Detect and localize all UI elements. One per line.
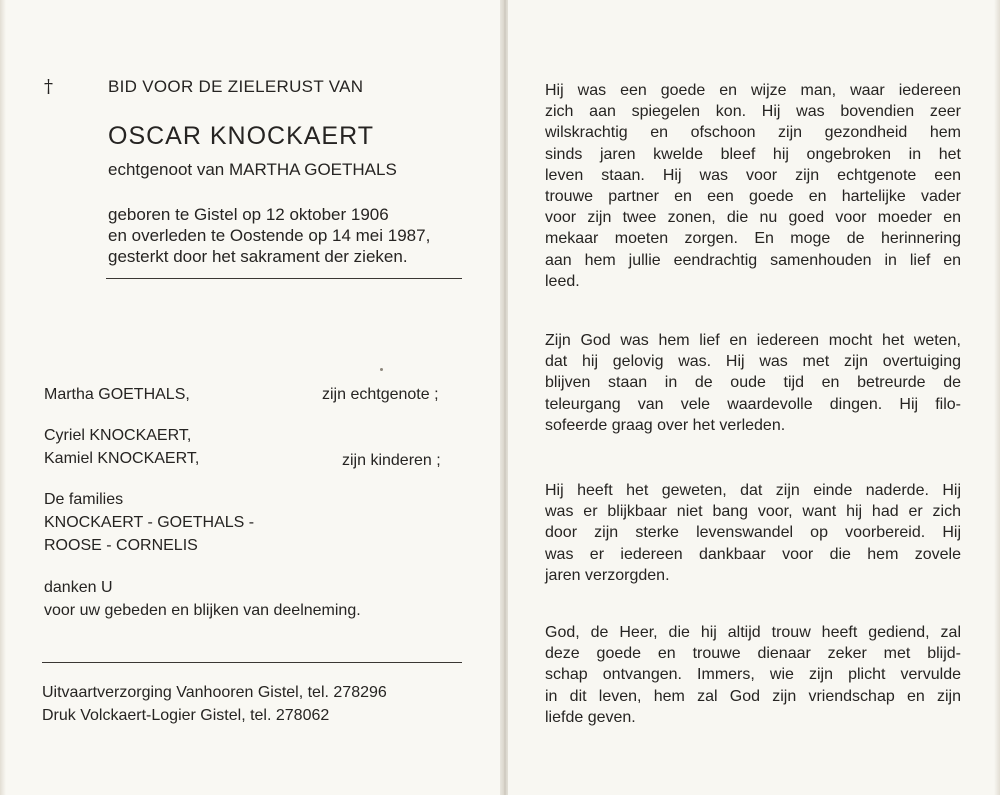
text-line: leed. [545,272,580,290]
divider-top [106,278,462,279]
tribute-paragraph [545,80,961,292]
text-line: mekaar moeten zorgen. En moge de herinnering [545,230,961,248]
text-line: jaren verzorgden. [545,566,670,584]
thanks-line: voor uw gebeden en blijken van deelneming. [44,602,361,619]
text-line: zich aan spiegelen kon. Hij was bovendien zeer [545,103,961,121]
families-label: De families [44,491,124,508]
tribute-paragraph [545,480,961,586]
wife-role: zijn echtgenote ; [322,386,439,403]
child-name: Cyriel KNOCKAERT, [44,427,192,444]
text-line: teleurgang van vele waardevolle dingen. Hij filo- [545,395,961,413]
text-line: God, de Heer, die hij altijd trouw heeft gediend, zal [545,624,961,641]
families-names: KNOCKAERT - GOETHALS - [44,514,255,531]
text-line: was er blijkbaar niet bang voor, want hij had er zich [545,503,961,521]
text-line: voor zijn twee zonen, die nu goed voor moeder en [545,209,961,227]
text-line: blijven staan in de oude tijd en betreurde de [545,374,961,392]
text-line: Hij heeft het geweten, dat zijn einde naderde. Hij [545,482,961,499]
printer-line: Druk Volckaert-Logier Gistel, tel. 278062 [42,707,330,724]
funeral-home-line: Uitvaartverzorging Vanhooren Gistel, tel. 278296 [42,684,387,701]
text-line: dat hij gelovig was. Hij was met zijn overtuiging [545,353,961,371]
text-line: Zijn God was hem lief en iedereen mocht het weten, [545,332,961,349]
text-line: deze goede en trouwe dienaar zeker met blijd- [545,645,961,663]
text-line: was er iedereen dankbaar voor die hem zovele [545,545,961,563]
text-line: Hij was een goede en wijze man, waar iedereen [545,82,961,99]
wife-name: Martha GOETHALS, [44,386,190,403]
prayer-heading: BID VOOR DE ZIELERUST VAN [108,77,364,96]
divider-bottom [42,662,462,663]
child-name: Kamiel KNOCKAERT, [44,450,200,467]
text-line: trouwe partner en een goede en hartelijke vader [545,188,961,206]
text-line: wilskrachtig en ofschoon zijn gezondheid hem [545,124,961,142]
children-role: zijn kinderen ; [342,452,441,469]
text-line: in dit leven, hem zal God zijn vriendschap en zijn [545,687,961,705]
families-names: ROOSE - CORNELIS [44,537,198,554]
text-line: door zijn sterke levenswandel op voorbereid. Hij [545,524,961,542]
text-line: liefde geven. [545,708,636,726]
paper-speck [380,368,383,371]
life-dates [108,204,430,267]
thanks-line: danken U [44,579,113,596]
paper-edge-shadow [0,0,6,795]
birth-line: geboren te Gistel op 12 oktober 1906 [108,205,389,224]
text-line: schap ontvangen. Immers, wie zijn plicht vervulde [545,666,961,684]
text-line: sinds jaren kwelde bleef hij ongebroken in het [545,145,961,163]
text-line: aan hem jullie eendrachtig samenhouden in lief en [545,251,961,269]
text-line: sofeerde graag over het verleden. [545,416,786,434]
tribute-paragraph [545,622,961,728]
sacrament-line: gesterkt door het sakrament der zieken. [108,247,408,266]
paper-edge-shadow [994,0,1000,795]
death-line: en overleden te Oostende op 14 mei 1987, [108,226,431,245]
text-line: leven staan. Hij was voor zijn echtgenote een [545,166,961,184]
tribute-paragraph [545,330,961,436]
deceased-name: OSCAR KNOCKAERT [108,122,374,150]
spouse-line: echtgenoot van MARTHA GOETHALS [108,160,397,179]
cross-symbol: † [44,76,53,97]
